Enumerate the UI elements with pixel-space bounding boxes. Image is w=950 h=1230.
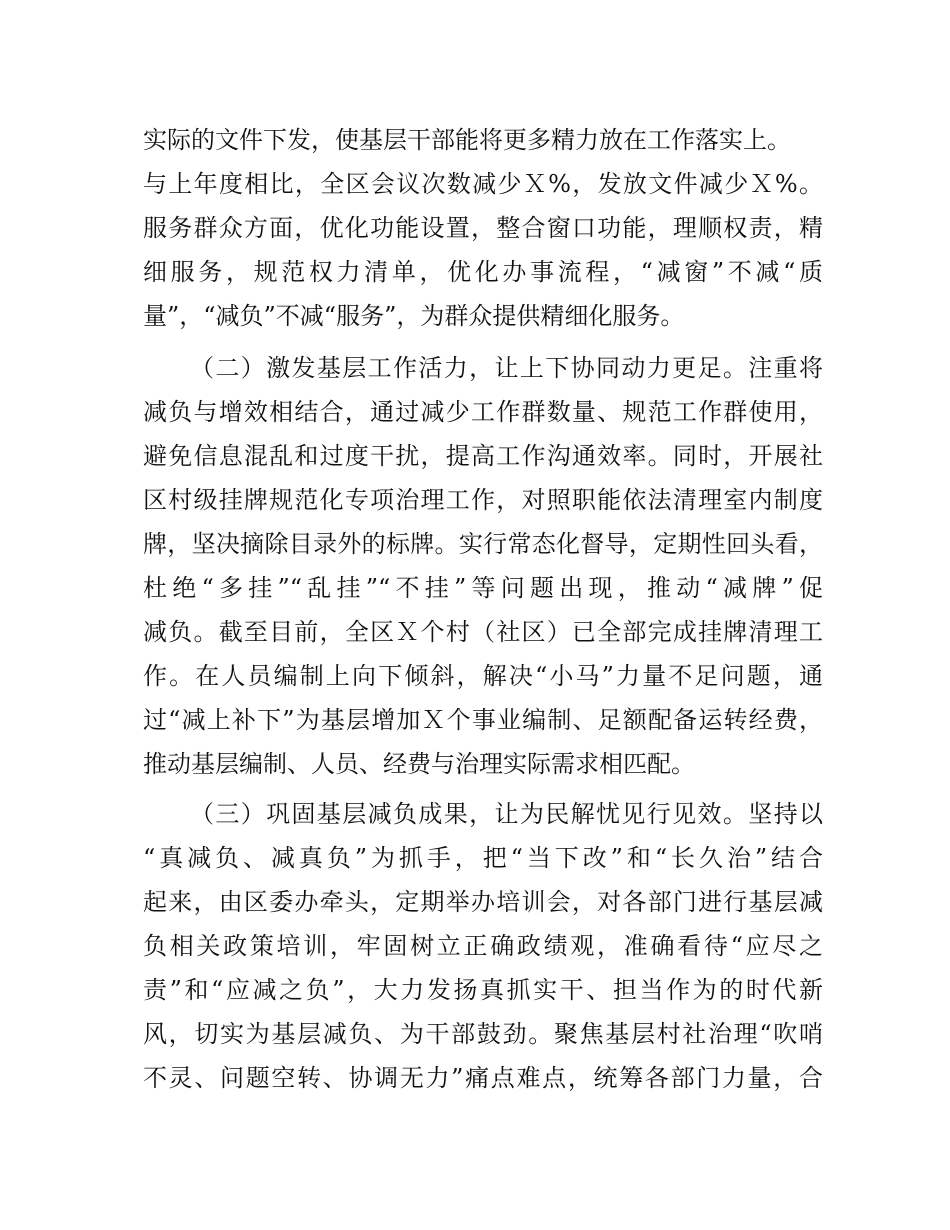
text-line: 减负与增效相结合，通过减少工作群数量、规范工作群使用， [143,398,823,426]
text-line: “真减负、减真负”为抓手，把“当下改”和“长久治”结合 [143,844,823,872]
text-line: 作。在人员编制上向下倾斜，解决“小马”力量不足问题，通 [143,662,823,690]
text-line: 区村级挂牌规范化专项治理工作，对照职能依法清理室内制度 [143,486,823,514]
text-line: 实际的文件下发，使基层干部能将更多精力放在工作落实上。 [143,126,791,154]
text-line: 量”，“减负”不减“服务”，为群众提供精细化服务。 [143,302,685,330]
text-line: 起来，由区委办牵头，定期举办培训会，对各部门进行基层减 [143,888,823,916]
text-line: 服务群众方面，优化功能设置，整合窗口功能，理顺权责，精 [143,214,823,242]
section-heading-line: （二）激发基层工作活力，让上下协同动力更足。注重将 [190,354,823,382]
text-line: 减负。截至目前，全区Ｘ个村（社区）已全部完成挂牌清理工 [143,618,823,646]
text-line: 牌，坚决摘除目录外的标牌。实行常态化督导，定期性回头看， [143,530,823,558]
text-line: 不灵、问题空转、协调无力”痛点难点，统筹各部门力量，合 [143,1064,823,1092]
text-line: 杜绝“多挂”“乱挂”“不挂”等问题出现，推动“减牌”促 [143,574,823,602]
text-line: 负相关政策培训，牢固树立正确政绩观，准确看待“应尽之 [143,932,823,960]
section-heading-line: （三）巩固基层减负成果，让为民解忧见行见效。坚持以 [190,800,823,828]
text-line: 推动基层编制、人员、经费与治理实际需求相匹配。 [143,750,695,778]
text-line: 责”和“应减之负”，大力发扬真抓实干、担当作为的时代新 [143,976,823,1004]
text-line: 与上年度相比，全区会议次数减少Ｘ%，发放文件减少Ｘ%。 [143,170,823,198]
text-line: 避免信息混乱和过度干扰，提高工作沟通效率。同时，开展社 [143,442,823,470]
text-line: 过“减上补下”为基层增加Ｘ个事业编制、足额配备运转经费， [143,706,823,734]
text-line: 细服务，规范权力清单，优化办事流程，“减窗”不减“质 [143,258,823,286]
text-line: 风，切实为基层减负、为干部鼓劲。聚焦基层村社治理“吹哨 [143,1020,823,1048]
